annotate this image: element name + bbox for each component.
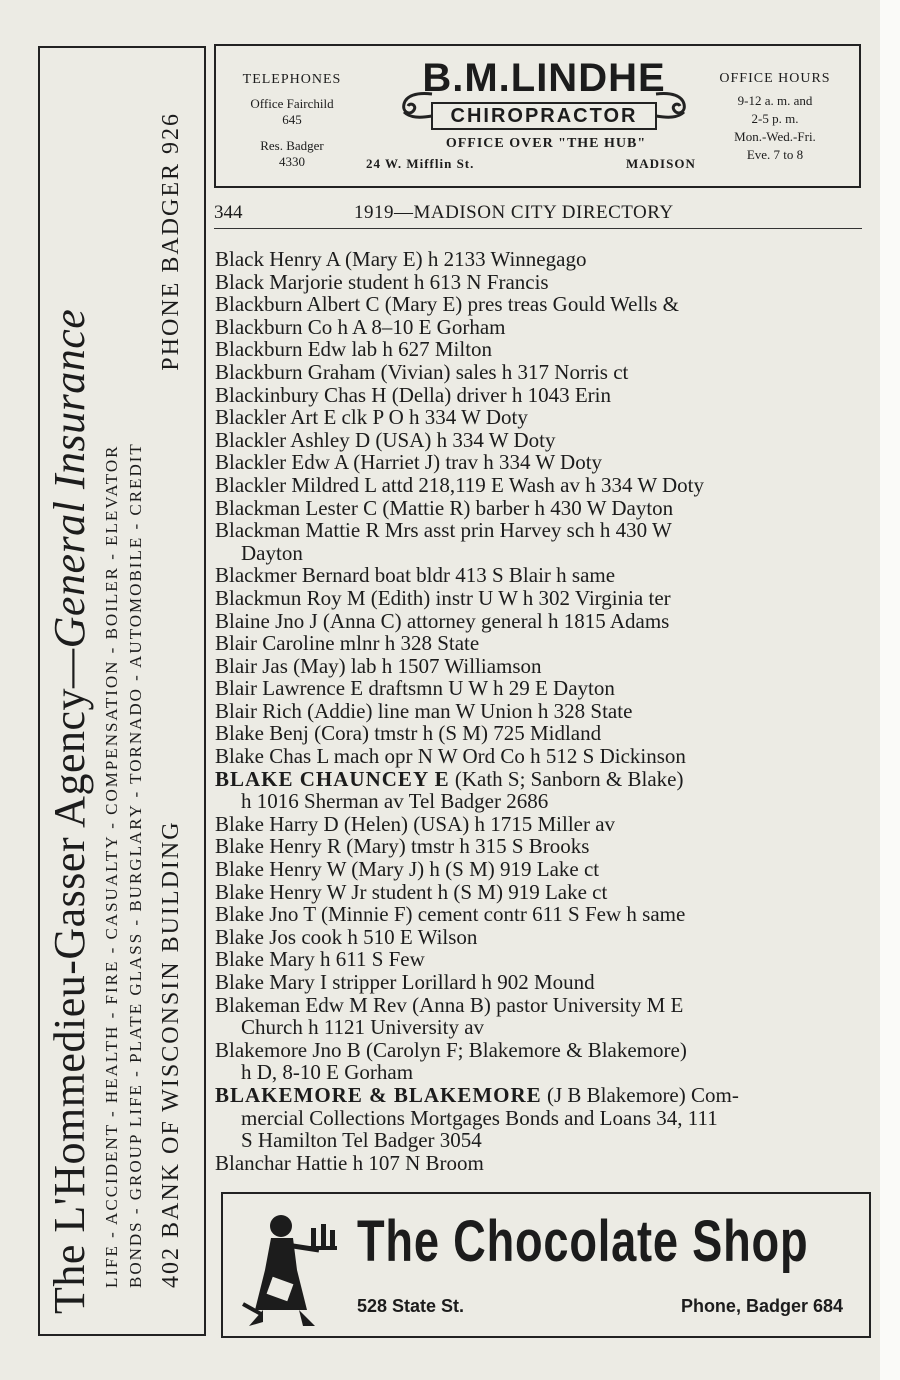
chocolate-shop-phone: Phone, Badger 684 — [680, 1296, 843, 1316]
entry-text: Black Henry A (Mary E) h 2133 Winnegago — [215, 247, 587, 271]
directory-entry — [215, 361, 867, 384]
entry-text: (J B Blakemore) Com- — [541, 1082, 739, 1107]
directory-entry — [215, 745, 867, 768]
entry-text: Black Marjorie student h 613 N Francis — [215, 269, 549, 294]
office-location: OFFICE OVER "THE HUB" — [445, 136, 647, 151]
insurance-agency-ad — [38, 46, 206, 1336]
entry-bold-name: BLAKEMORE & BLAKEMORE — [215, 1082, 542, 1107]
hours-line-2: 2-5 p. m. — [751, 111, 799, 126]
chocolate-shop-address: 528 State St. — [357, 1296, 465, 1316]
directory-entry — [215, 497, 867, 520]
entry-text: Blaine Jno J (Anna C) attorney general h 1815 Adams — [215, 608, 670, 633]
entry-text: Blake Henry W (Mary J) h (S M) 919 Lake ct — [215, 857, 600, 882]
entry-text: Blake Henry W Jr student h (S M) 919 Lake ct — [215, 879, 608, 904]
directory-entry — [215, 474, 867, 497]
insurance-ad-rotated-content — [40, 48, 204, 1334]
directory-entry — [215, 293, 867, 316]
office-phone-label: Office Fairchild — [250, 96, 334, 111]
directory-entry — [215, 835, 867, 858]
office-city: MADISON — [626, 156, 696, 171]
directory-entry — [215, 429, 867, 452]
directory-entry — [215, 1039, 867, 1084]
entry-text: Blake Mary I stripper Lorillard h 902 Mound — [215, 970, 595, 994]
hours-line-1: 9-12 a. m. and — [737, 93, 813, 108]
entry-text: Blackburn Edw lab h 627 Milton — [215, 337, 493, 362]
chocolate-shop-name: The Chocolate Shop — [357, 1209, 809, 1274]
office-street: 24 W. Mifflin St. — [366, 156, 475, 171]
scroll-ornament-right-icon — [652, 86, 692, 126]
entry-text: Blackler Ashley D (USA) h 334 W Doty — [215, 427, 556, 452]
directory-entry — [215, 903, 867, 926]
entry-text: Blake Jno T (Minnie F) cement contr 611 S Few h same — [215, 902, 686, 927]
telephones-label: TELEPHONES — [242, 72, 342, 87]
entry-text: Blakeman Edw M Rev (Anna B) pastor University M E — [215, 992, 684, 1017]
directory-entry — [215, 587, 867, 610]
directory-entry — [215, 768, 867, 813]
entry-text: Blackburn Co h A 8–10 E Gorham — [215, 314, 506, 339]
entry-text: Blake Henry R (Mary) tmstr h 315 S Brooks — [215, 834, 590, 859]
agency-phone: PHONE BADGER 926 — [158, 112, 184, 371]
directory-entry — [215, 994, 867, 1039]
agency-tagline: —General Insurance — [45, 308, 94, 688]
directory-entry — [215, 519, 867, 564]
directory-entry — [215, 1084, 867, 1152]
directory-entry — [215, 564, 867, 587]
agency-name: The L'Hommedieu-Gasser Agency — [45, 687, 94, 1314]
directory-entry — [215, 971, 867, 994]
entry-continuation: mercial Collections Mortgages Bonds and Loans 34, 111 — [241, 1105, 718, 1130]
entry-text: Blake Jos cook h 510 E Wilson — [215, 924, 478, 949]
directory-entry — [215, 1152, 867, 1175]
entry-continuation: S Hamilton Tel Badger 3054 — [241, 1128, 482, 1153]
entry-continuation: Church h 1121 University av — [241, 1015, 485, 1040]
profession-banner: CHIROPRACTOR — [431, 102, 658, 130]
entry-text: Blackler Art E clk P O h 334 W Doty — [215, 405, 528, 430]
page-title: 1919—MADISON CITY DIRECTORY — [354, 202, 674, 223]
telephones-block — [232, 72, 352, 170]
entry-text: Blackler Mildred L attd 218,119 E Wash av h 334 W Doty — [215, 472, 705, 497]
entry-text: Blair Rich (Addie) line man W Union h 328 State — [215, 698, 633, 723]
directory-listings — [215, 248, 867, 1174]
directory-entry — [215, 248, 867, 271]
lindhe-logo — [384, 56, 704, 140]
entry-text: Blake Mary h 611 S Few — [215, 947, 425, 972]
directory-entry — [215, 700, 867, 723]
agency-address: 402 BANK OF WISCONSIN BUILDING — [158, 820, 184, 1288]
directory-entry — [215, 406, 867, 429]
directory-entry — [215, 858, 867, 881]
insurance-ad-title — [44, 309, 95, 1314]
directory-entry — [215, 316, 867, 339]
res-phone-label: Res. Badger — [260, 138, 324, 153]
hours-line-4: Eve. 7 to 8 — [746, 147, 804, 162]
office-hours-block — [715, 70, 835, 164]
entry-text: Blair Caroline mlnr h 328 State — [215, 631, 480, 656]
chiropractor-name: B.M.LINDHE — [422, 56, 666, 100]
entry-text: Blanchar Hattie h 107 N Broom — [215, 1150, 484, 1175]
directory-entry — [215, 655, 867, 678]
entry-text: Blake Chas L mach opr N W Ord Co h 512 S Dickinson — [215, 744, 686, 769]
entry-text: Blackler Edw A (Harriet J) trav h 334 W Doty — [215, 450, 603, 475]
directory-entry — [215, 632, 867, 655]
entry-text: Blackman Mattie R Mrs asst prin Harvey sch h 430 W — [215, 518, 672, 543]
directory-entry — [215, 722, 867, 745]
entry-bold-name: BLAKE CHAUNCEY E — [215, 766, 450, 791]
scroll-ornament-left-icon — [396, 86, 436, 126]
directory-entry — [215, 271, 867, 294]
entry-continuation: Dayton — [241, 540, 303, 565]
directory-entry — [215, 813, 867, 836]
directory-entry — [215, 677, 867, 700]
directory-entry — [215, 384, 867, 407]
insurance-lines-1: LIFE - ACCIDENT - HEALTH - FIRE - CASUALTY - COMPENSATION - BOILER - ELEVATOR — [102, 444, 121, 1288]
insurance-lines-2: BONDS - GROUP LIFE - PLATE GLASS - BURGLARY - TORNADO - AUTOMOBILE - CREDIT — [126, 442, 145, 1288]
running-header — [214, 202, 862, 229]
entry-text: Blackburn Graham (Vivian) sales h 317 Norris ct — [215, 359, 629, 384]
entry-text: Blake Benj (Cora) tmstr h (S M) 725 Midland — [215, 721, 602, 746]
chiropractor-ad — [214, 44, 861, 188]
entry-text: (Kath S; Sanborn & Blake) — [449, 766, 684, 791]
entry-text: Blackmer Bernard boat bldr 413 S Blair h same — [215, 563, 616, 588]
directory-entry — [215, 926, 867, 949]
entry-text: Blackburn Albert C (Mary E) pres treas Gould Wells & — [215, 292, 679, 317]
entry-text: Blair Jas (May) lab h 1507 Williamson — [215, 653, 542, 678]
entry-text: Blackmun Roy M (Edith) instr U W h 302 Virginia ter — [215, 585, 671, 610]
office-hours-label: OFFICE HOURS — [719, 71, 831, 86]
page-edge — [880, 0, 900, 1380]
page-number: 344 — [214, 202, 243, 223]
entry-continuation: h D, 8-10 E Gorham — [241, 1060, 414, 1085]
directory-entry — [215, 881, 867, 904]
waitress-figure-icon — [235, 1210, 345, 1330]
directory-entry — [215, 451, 867, 474]
entry-text: Blakemore Jno B (Carolyn F; Blakemore & Blakemore) — [215, 1037, 687, 1062]
entry-continuation: h 1016 Sherman av Tel Badger 2686 — [241, 789, 549, 814]
hours-line-3: Mon.-Wed.-Fri. — [734, 129, 816, 144]
entry-text: Blair Lawrence E draftsmn U W h 29 E Dayton — [215, 676, 615, 701]
entry-text: Blackinbury Chas H (Della) driver h 1043 Erin — [215, 382, 611, 407]
office-phone: 645 — [282, 112, 302, 127]
directory-entry — [215, 610, 867, 633]
res-phone: 4330 — [279, 154, 305, 169]
entry-text: Blackman Lester C (Mattie R) barber h 430 W Dayton — [215, 495, 674, 520]
directory-entry — [215, 338, 867, 361]
directory-entry — [215, 948, 867, 971]
chocolate-shop-ad — [221, 1192, 871, 1338]
entry-text: Blake Harry D (Helen) (USA) h 1715 Miller av — [215, 811, 616, 836]
